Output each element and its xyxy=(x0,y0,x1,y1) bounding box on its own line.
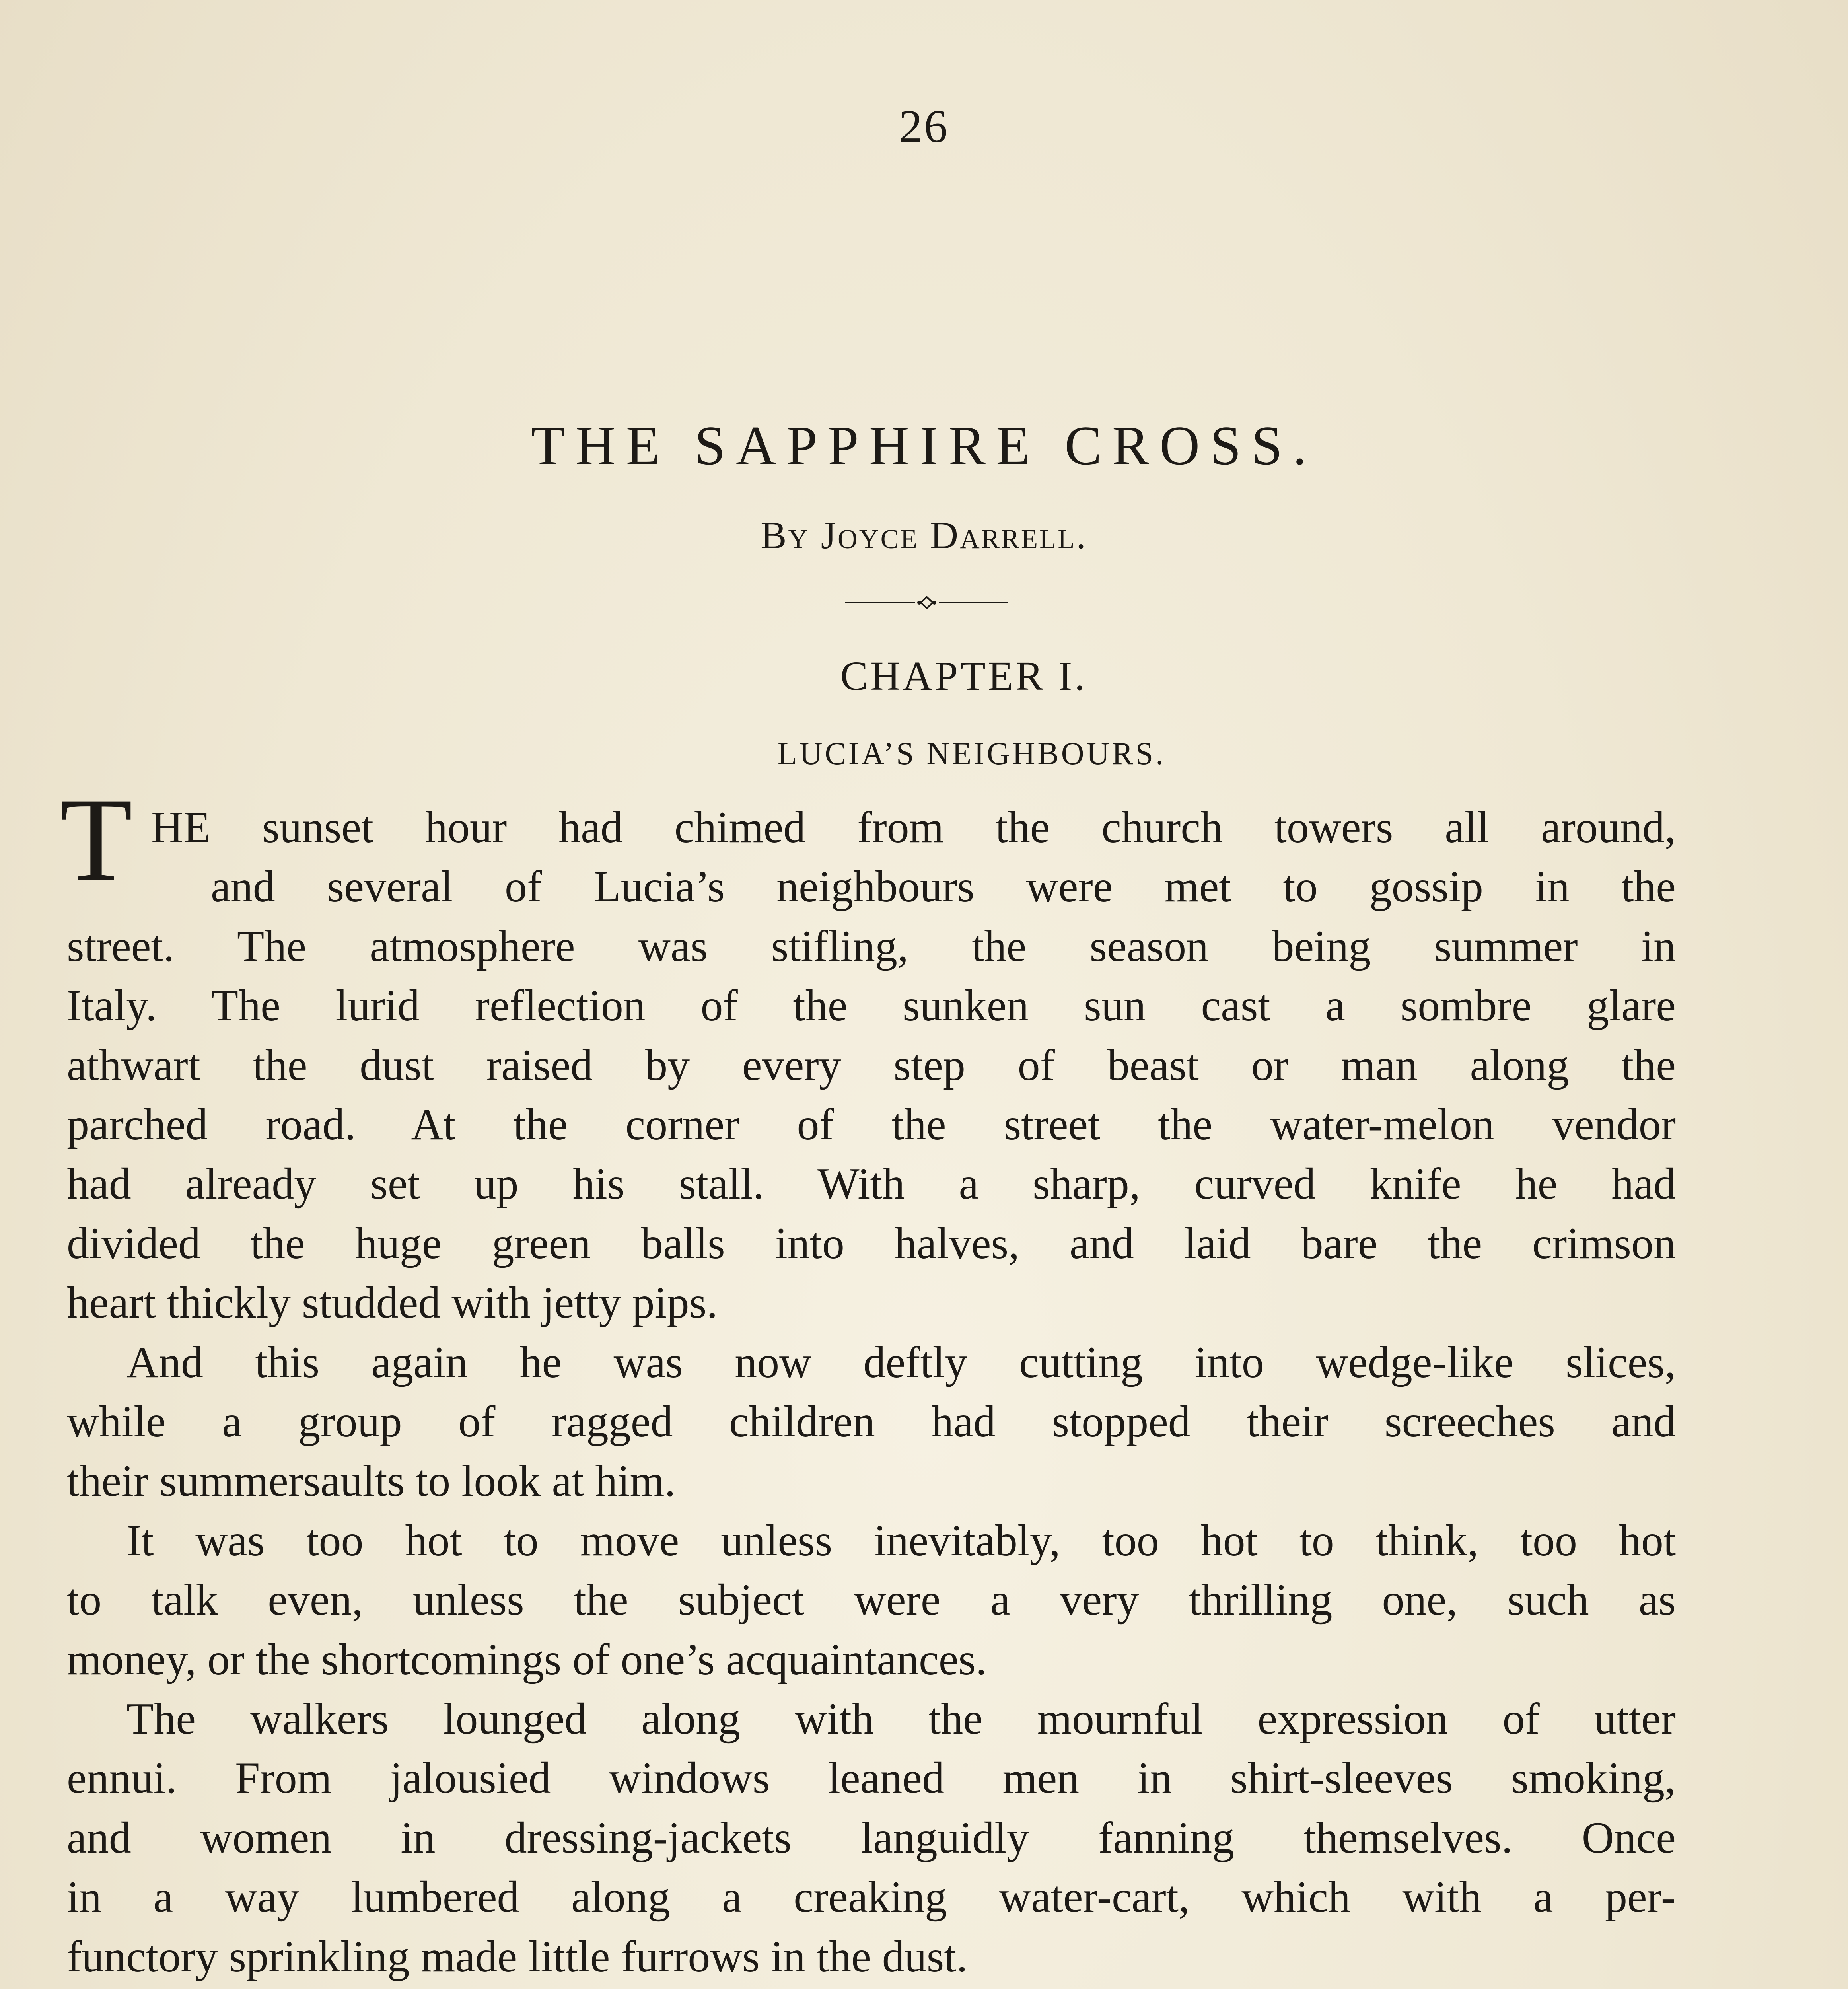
text-line: parched road. At the corner of the street the water-melon vendor xyxy=(67,1100,1676,1149)
author-byline: By Joyce Darrell. xyxy=(761,514,1087,557)
story-title: THE SAPPHIRE CROSS. xyxy=(531,415,1317,477)
text-line: divided the huge green balls into halves, and laid bare the crimson xyxy=(67,1219,1676,1268)
text-line: had already set up his stall. With a sharp, curved knife he had xyxy=(67,1159,1676,1209)
text-line: to talk even, unless the subject were a very thrilling one, such as xyxy=(67,1575,1676,1625)
text-line: HE sunset hour had chimed from the church towers all around, xyxy=(151,803,1676,852)
ornament-divider xyxy=(845,595,1008,611)
text-line: ennui. From jalousied windows leaned men in shirt-sleeves smoking, xyxy=(67,1754,1676,1803)
text-line: The walkers lounged along with the mournful expression of utter xyxy=(126,1694,1676,1744)
text-line: functory sprinkling made little furrows in the dust. xyxy=(67,1932,968,1981)
text-line: And this again he was now deftly cutting into wedge-like slices, xyxy=(126,1338,1676,1387)
chapter-heading: CHAPTER I. xyxy=(840,653,1087,699)
text-line: their summersaults to look at him. xyxy=(67,1456,676,1506)
text-line: and several of Lucia’s neighbours were met to gossip in the xyxy=(211,862,1676,911)
text-line: in a way lumbered along a creaking water-cart, which with a per- xyxy=(67,1872,1676,1922)
text-line: Italy. The lurid reflection of the sunken sun cast a sombre glare xyxy=(67,981,1676,1030)
text-line: athwart the dust raised by every step of beast or man along the xyxy=(67,1041,1676,1090)
text-line: It was too hot to move unless inevitably, too hot to think, too hot xyxy=(126,1516,1676,1565)
text-line: and women in dressing-jackets languidly fanning themselves. Once xyxy=(67,1813,1676,1862)
text-line: money, or the shortcomings of one’s acquaintances. xyxy=(67,1635,987,1684)
drop-cap: T xyxy=(60,773,133,905)
text-line: heart thickly studded with jetty pips. xyxy=(67,1278,718,1327)
text-line: while a group of ragged children had stopped their screeches and xyxy=(67,1397,1676,1446)
text-line: street. The atmosphere was stifling, the season being summer in xyxy=(67,922,1676,971)
chapter-subtitle: LUCIA’S NEIGHBOURS. xyxy=(777,736,1166,771)
page-number: 26 xyxy=(899,100,949,152)
